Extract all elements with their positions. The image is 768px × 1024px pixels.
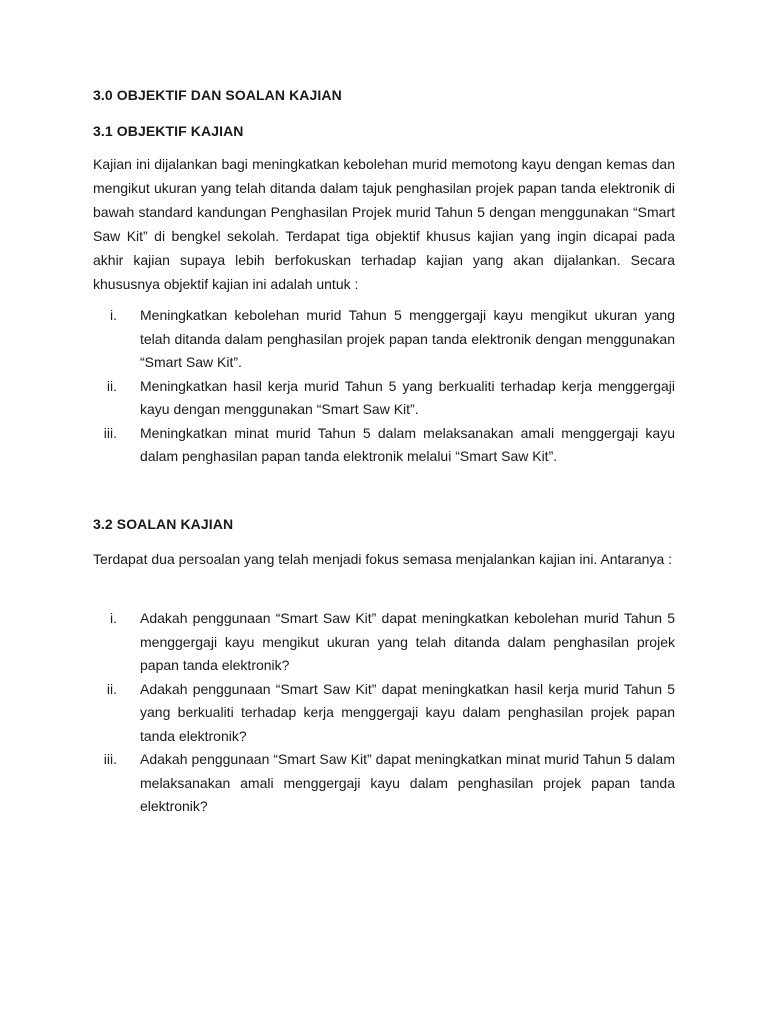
list-item-number: iii. [103, 751, 117, 767]
objektif-list [93, 304, 675, 469]
list-item-number: ii. [106, 377, 117, 394]
list-item [93, 304, 675, 375]
list-item [93, 678, 675, 749]
list-item-text: Adakah penggunaan “Smart Saw Kit” dapat meningkatkan minat murid Tahun 5 dalam melaksanakan amali menggergaji kayu dalam penghasilan projek papan tanda elektronik? [140, 751, 675, 814]
list-item [93, 748, 675, 819]
list-item-number: i. [110, 307, 117, 323]
list-item [93, 375, 675, 422]
objektif-paragraph: Kajian ini dijalankan bagi meningkatkan kebolehan murid memotong kayu dengan kemas dan mengikut ukuran yang telah ditanda dalam tajuk penghasilan projek papan tanda elektronik di bawah standard kandungan Penghasilan Projek murid Tahun 5 dengan menggunakan “Smart Saw Kit” di bengkel sekolah. Terdapat tiga objektif khusus kajian yang ingin dicapai pada akhir kajian supaya lebih berfokuskan terhadap kajian yang akan dijalankan. Secara khususnya objektif kajian ini adalah untuk : [93, 156, 675, 292]
list-item-text: Adakah penggunaan “Smart Saw Kit” dapat meningkatkan hasil kerja murid Tahun 5 yang berkualiti terhadap kerja menggergaji kayu dalam penghasilan projek papan tanda elektronik? [140, 680, 675, 744]
list-item-text: Meningkatkan hasil kerja murid Tahun 5 yang berkualiti terhadap kerja menggergaji kayu dengan menggunakan “Smart Saw Kit”. [140, 377, 675, 417]
list-item-text: Adakah penggunaan “Smart Saw Kit” dapat meningkatkan kebolehan murid Tahun 5 menggergaji kayu mengikut ukuran yang telah ditanda dalam penghasilan projek papan tanda elektronik? [140, 610, 675, 673]
list-item-text: Meningkatkan minat murid Tahun 5 dalam melaksanakan amali menggergaji kayu dalam penghasilan papan tanda elektronik melalui “Smart Saw Kit”. [140, 424, 675, 464]
section-heading-3-2: 3.2 SOALAN KAJIAN [93, 516, 234, 532]
section-heading-3-1: 3.1 OBJEKTIF KAJIAN [93, 123, 244, 139]
list-item-text: Meningkatkan kebolehan murid Tahun 5 menggergaji kayu mengikut ukuran yang telah ditanda dalam penghasilan projek papan tanda elektronik dengan menggunakan “Smart Saw Kit”. [140, 307, 675, 370]
list-item [93, 422, 675, 469]
list-item [93, 607, 675, 678]
list-item-number: iii. [103, 424, 117, 441]
list-item-number: ii. [106, 680, 117, 697]
soalan-list [93, 607, 675, 819]
list-item-number: i. [110, 610, 117, 626]
section-heading-3-0: 3.0 OBJEKTIF DAN SOALAN KAJIAN [93, 87, 342, 103]
soalan-paragraph: Terdapat dua persoalan yang telah menjadi fokus semasa menjalankan kajian ini. Antaranya : [93, 551, 673, 567]
